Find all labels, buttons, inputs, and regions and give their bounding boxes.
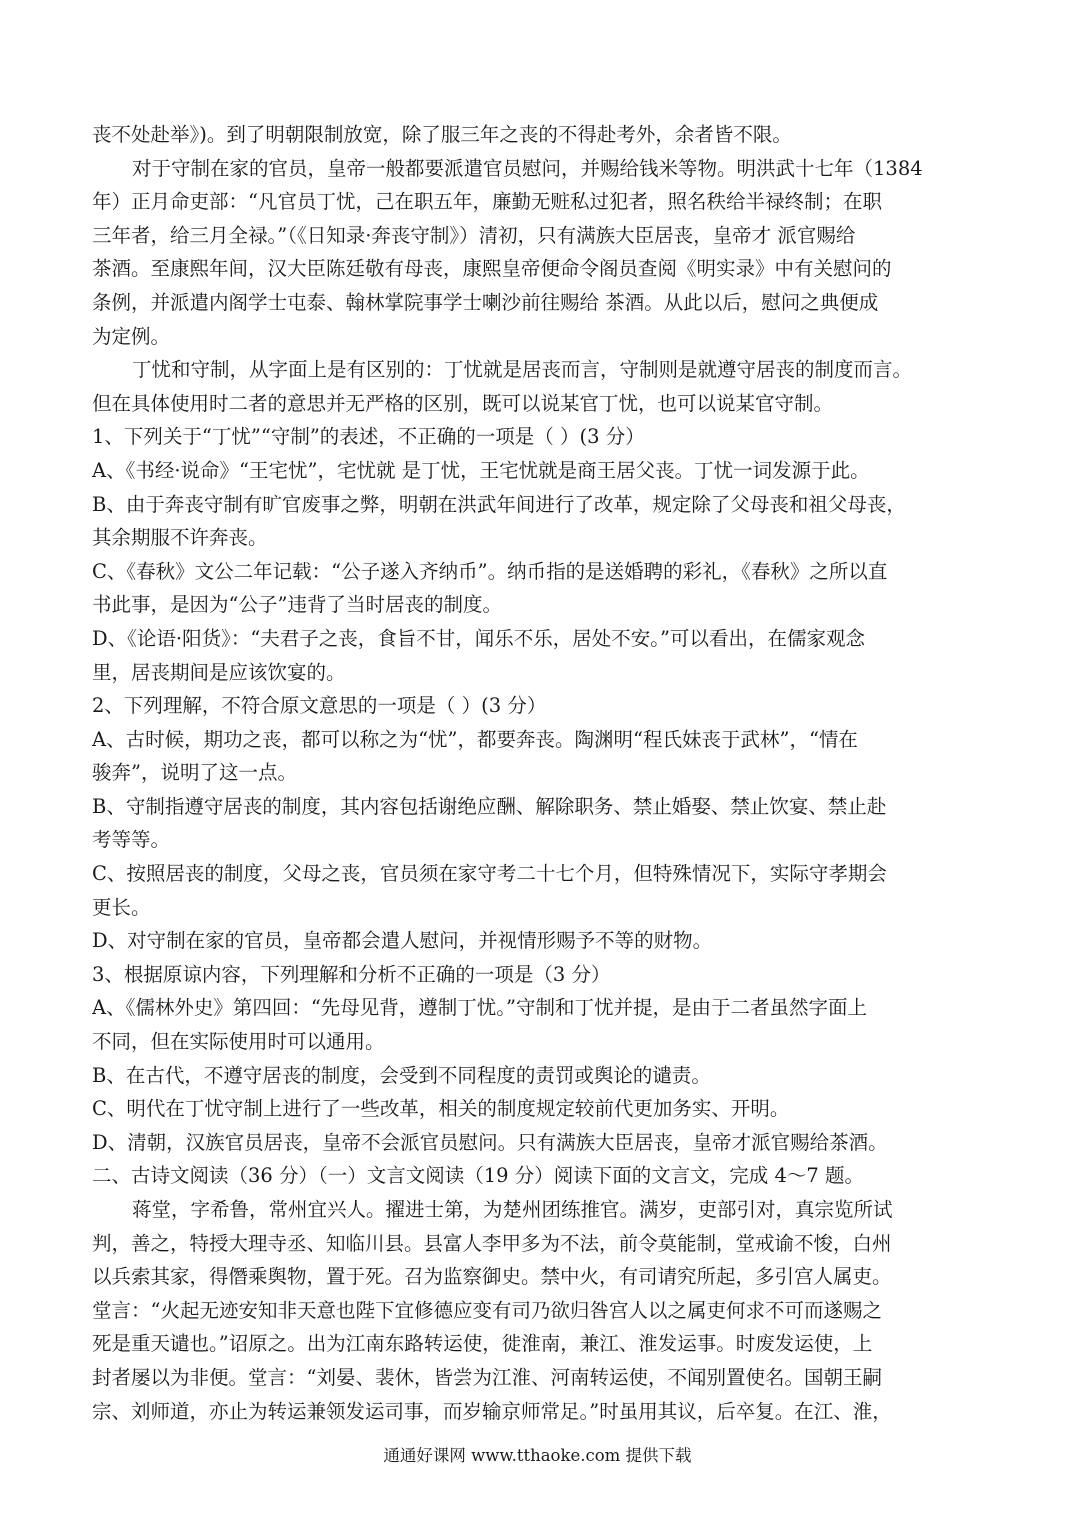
text-line: 茶酒。至康熙年间，汉大臣陈廷敬有母丧，康熙皇帝便命令阁员查阅《明实录》中有关慰问的: [92, 257, 892, 281]
text-line: 三年者，给三月全禄。”（《日知录·奔丧守制》）清初，只有满族大臣居丧，皇帝才 派官赐给: [92, 223, 856, 247]
option-line: B、由于奔丧守制有旷官废事之弊，明朝在洪武年间进行了改革，规定除了父母丧和祖父母丧，: [92, 492, 906, 516]
text-line: 丁忧和守制，从字面上是有区别的：丁忧就是居丧而言，守制则是就遵守居丧的制度而言。: [132, 358, 913, 382]
option-line: 里，居丧期间是应该饮宴的。: [92, 660, 346, 684]
text-line: 判，善之，特授大理寺丞、知临川县。县富人李甲多为不法，前令莫能制，堂戒谕不悛，白州: [92, 1231, 892, 1255]
text-line: 死是重天谴也。”诏原之。出为江南东路转运使，徙淮南，兼江、淮发运事。时废发运使，上: [92, 1332, 873, 1356]
question-2: 2、下列理解，不符合原文意思的一项是（ ）(3 分）: [92, 694, 547, 718]
option-line: A、《书经·说命》“王宅忧”，宅忧就 是丁忧，王宅忧就是商王居父丧。丁忧一词发源于此。: [92, 458, 870, 482]
text-line: 宗、刘师道，亦止为转运兼领发运司事，而岁输京师常足。”时虽用其议，后卒复。在江、淮，: [92, 1399, 892, 1423]
text-line: 年）正月命吏部：“凡官员丁忧，己在职五年，廉勤无赃私过犯者，照名秩给半禄终制；在职: [92, 190, 882, 214]
text-line: 以兵索其家，得僭乘舆物，置于死。召为监察御史。禁中火，有司请究所起，多引宫人属吏。: [92, 1265, 892, 1289]
text-line: 堂言：“火起无迹安知非天意也陛下宜修德应变有司乃欲归咎宫人以之属吏何求不可而遂赐之: [92, 1298, 882, 1322]
text-line: 为定例。: [92, 324, 171, 348]
option-line: C、明代在丁忧守制上进行了一些改革，相关的制度规定较前代更加务实、开明。: [92, 1097, 790, 1121]
option-line: D、《论语·阳货》：“夫君子之丧，食旨不甘，闻乐不乐，居处不安。”可以看出，在儒家观念: [92, 626, 866, 650]
question-3: 3、根据原谅内容，下列理解和分析不正确的一项是（3 分）: [92, 962, 611, 986]
page-footer: 通通好课网 www.tthaoke.com 提供下载: [383, 1446, 692, 1465]
document-body: [92, 118, 986, 1428]
text-line: 条例，并派遣内阁学士屯泰、翰林掌院事学士喇沙前往赐给 茶酒。从此以后，慰问之典便成: [92, 290, 879, 314]
option-line: D、清朝，汉族官员居丧，皇帝不会派官员慰问。只有满族大臣居丧，皇帝才派官赐给茶酒。: [92, 1130, 888, 1154]
option-line: A、《儒林外史》第四回：“先母见背，遵制丁忧。”守制和丁忧并提，是由于二者虽然字面上: [92, 996, 868, 1020]
text-line: 封者屡以为非便。堂言：“刘晏、裴休，皆尝为江淮、河南转运使，不闻别置使名。国朝王嗣: [92, 1365, 882, 1389]
option-line: B、守制指遵守居丧的制度，其内容包括谢绝应酬、解除职务、禁止婚娶、禁止饮宴、禁止赴: [92, 794, 887, 818]
option-line: 不同，但在实际使用时可以通用。: [92, 1030, 385, 1054]
text-line: 丧不处赴举》)。到了明朝限制放宽，除了服三年之丧的不得赴考外，余者皆不限。: [92, 123, 792, 146]
option-line: 更长。: [92, 895, 151, 919]
option-line: C、《春秋》文公二年记载：“公子遂入齐纳币”。纳币指的是送婚聘的彩礼，《春秋》之所以直: [92, 559, 888, 583]
question-1: 1、下列关于“丁忧”“守制”的表述，不正确的一项是（ ）(3 分）: [92, 425, 645, 449]
option-line: 书此事，是因为“公子”违背了当时居丧的制度。: [92, 593, 502, 617]
option-line: A、古时候，期功之丧，都可以称之为“忧”，都要奔丧。陶渊明“程氏妹丧于武林”，“情在: [92, 727, 858, 751]
text-line: 蒋堂，字希鲁，常州宜兴人。擢进士第，为楚州团练推官。满岁，吏部引对，真宗览所试: [132, 1198, 893, 1221]
option-line: B、在古代，不遵守居丧的制度，会受到不同程度的责罚或舆论的谴责。: [92, 1063, 711, 1087]
option-line: 骏奔”，说明了这一点。: [92, 761, 297, 785]
text-line: 对于守制在家的官员，皇帝一般都要派遣官员慰问，并赐给钱米等物。明洪武十七年（1384: [132, 156, 923, 180]
section-heading: 二、古诗文阅读（36 分）（一）文言文阅读（19 分）阅读下面的文言文，完成 4～7 题。: [92, 1164, 864, 1188]
option-line: 考等等。: [92, 828, 171, 852]
option-line: 其余期服不许奔丧。: [92, 526, 268, 550]
text-line: 但在具体使用时二者的意思并无严格的区别，既可以说某官丁忧，也可以说某官守制。: [92, 391, 834, 415]
option-line: C、按照居丧的制度，父母之丧，官员须在家守考二十七个月，但特殊情况下，实际守孝期会: [92, 862, 887, 886]
option-line: D、对守制在家的官员，皇帝都会遣人慰问，并视情形赐予不等的财物。: [92, 929, 713, 953]
